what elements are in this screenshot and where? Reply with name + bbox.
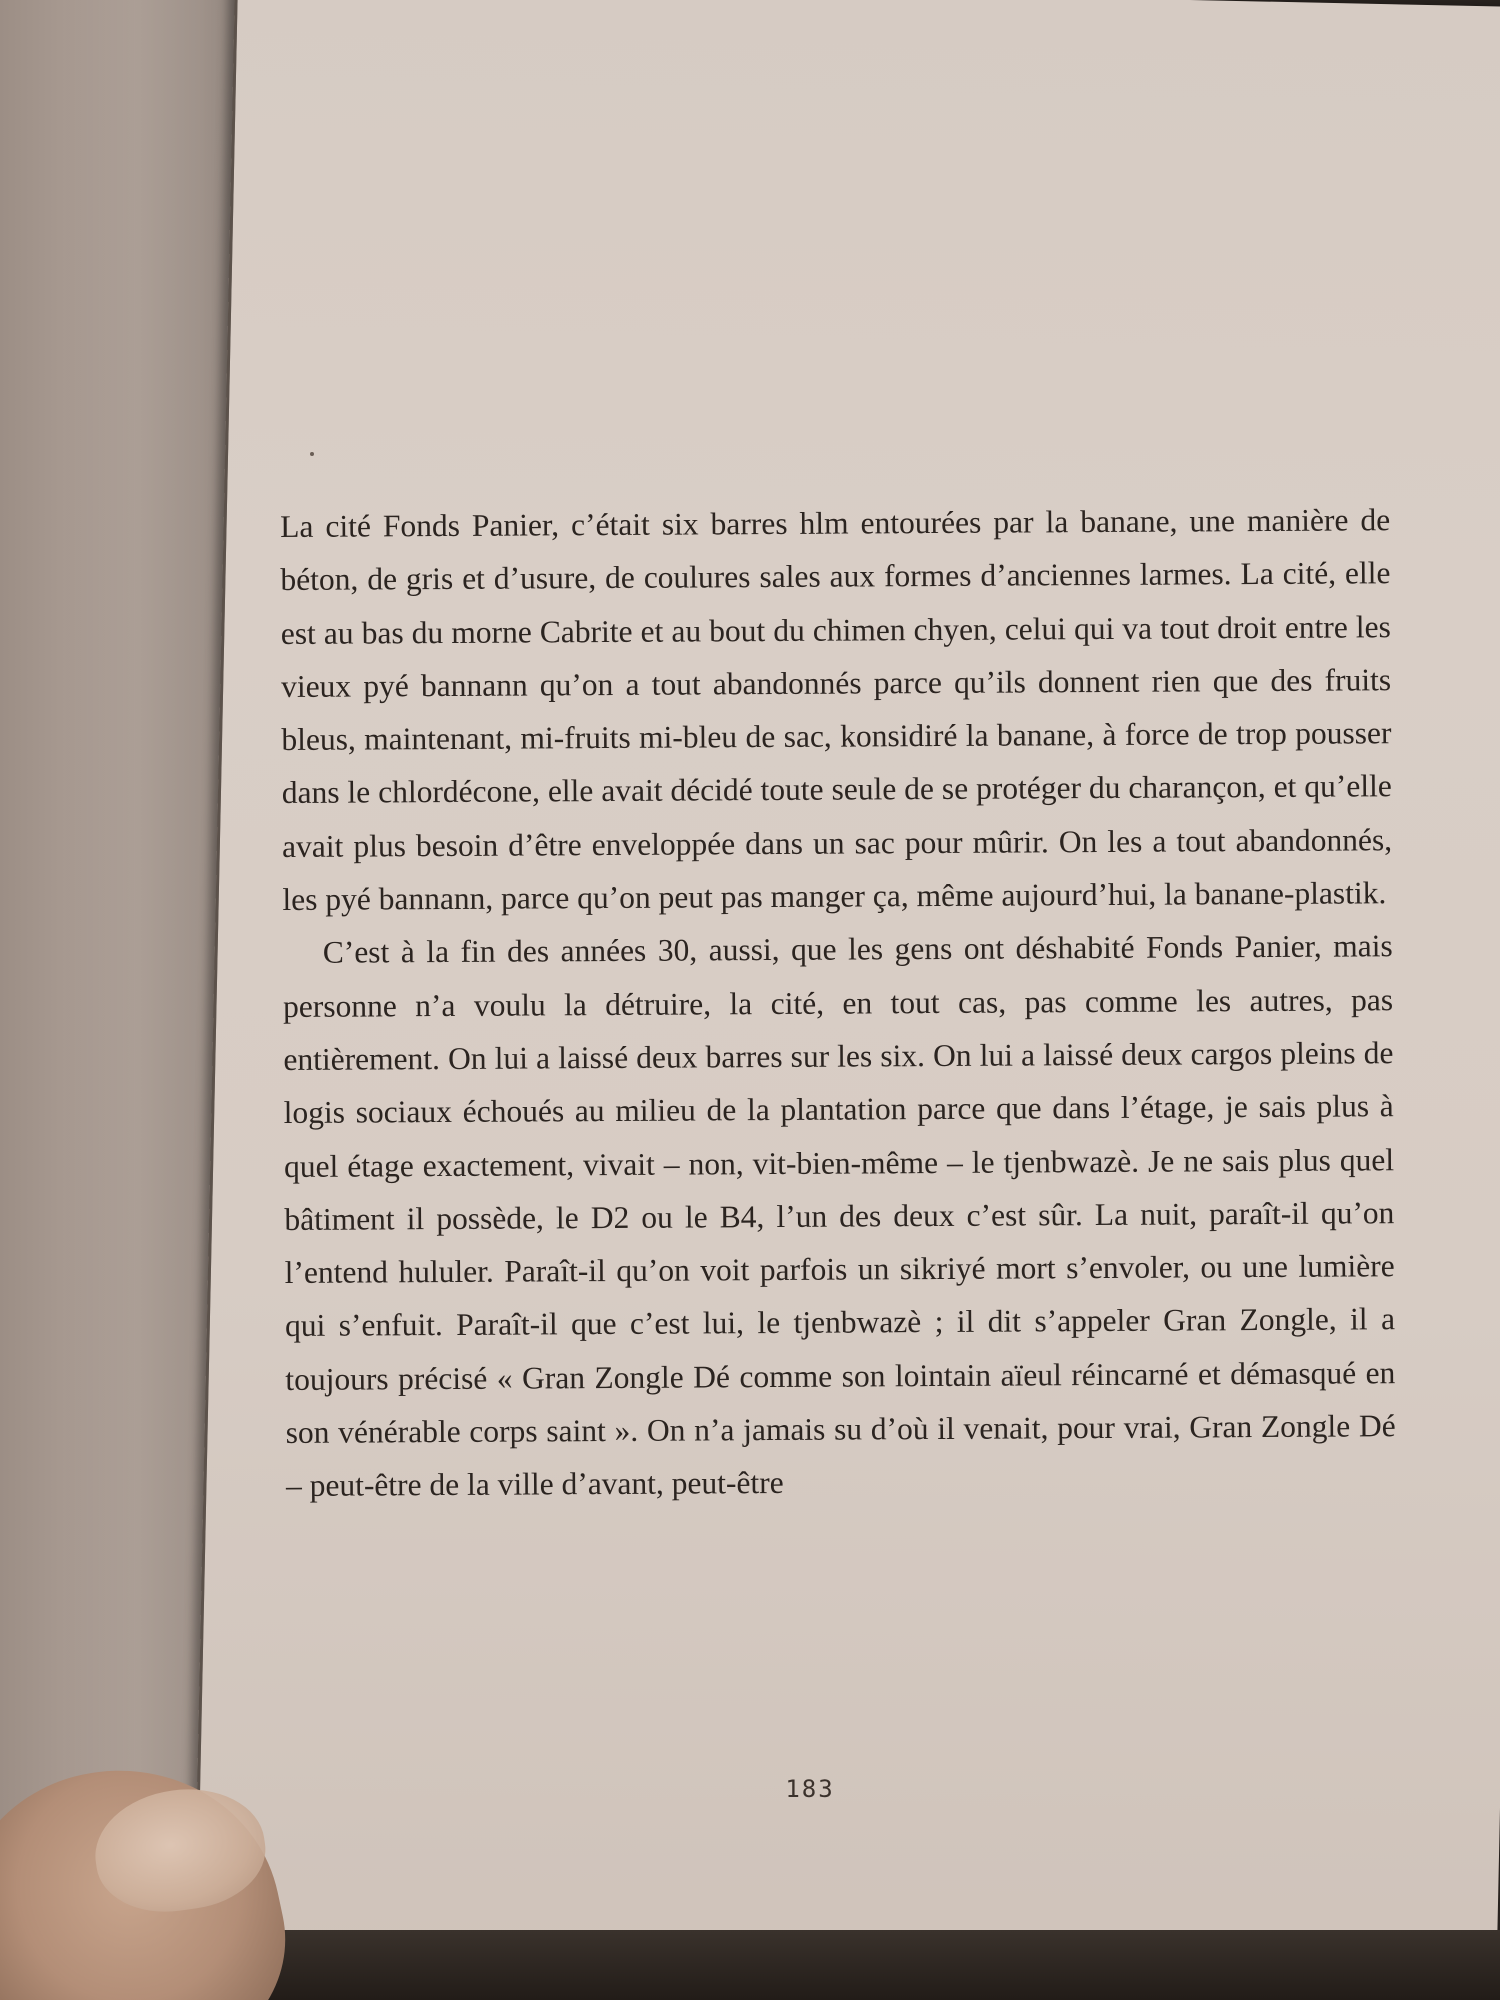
paragraph-2: C’est à la fin des années 30, aussi, que les gens ont déshabité Fonds Panier, mais personne n’a voulu la détruire, la cité, en tout cas, pas comme les autres, pas entièrement. On lui a laissé deux barres sur les six. On lui a laissé deux cargos pleins de logis sociaux échoués au milieu de la plantation parce que dans l’étage, je sais plus à quel étage exactement, vivait – non, vit-bien-même – le tjenbwazè. Je ne sais plus quel bâtiment il possède, le D2 ou le B4, l’un des deux c’est sûr. La nuit, paraît-il qu’on l’entend hululer. Paraît-il qu’on voit parfois un sikriyé mort s’envoler, ou une lumière qui s’enfuit. Paraît-il que c’est lui, le tjenbwazè ; il dit s’appeler Gran Zongle, il a toujours précisé « Gran Zongle Dé comme son lointain aïeul réincarné et démasqué en son vénérable corps saint ». On n’a jamais su d’où il venait, pour vrai, Gran Zongle Dé – peut-être de la ville d’avant, peut-être (282, 928, 1396, 1504)
page-number: 183 (785, 1775, 835, 1803)
paragraph-1: La cité Fonds Panier, c’était six barres hlm entourées par la banane, une manière de béton, de gris et d’usure, de coulures sales aux formes d’anciennes larmes. La cité, elle est au bas du morne Cabrite et au bout du chimen chyen, celui qui va tout droit entre les vieux pyé bannann qu’on a tout abandonnés parce qu’ils donnent rien que des fruits bleus, maintenant, mi-fruits mi-bleu de sac, konsidiré la banane, à force de trop pousser dans le chlordécone, elle avait décidé toute seule de se protéger du charançon, et qu’elle avait plus besoin d’être enveloppée dans un sac pour mûrir. On les a tout abandonnés, les pyé bannann, parce qu’on peut pas manger ça, même aujourd’hui, la banane-plastik. (280, 502, 1393, 918)
body-text (280, 493, 1396, 1512)
paper-speck (310, 452, 314, 456)
